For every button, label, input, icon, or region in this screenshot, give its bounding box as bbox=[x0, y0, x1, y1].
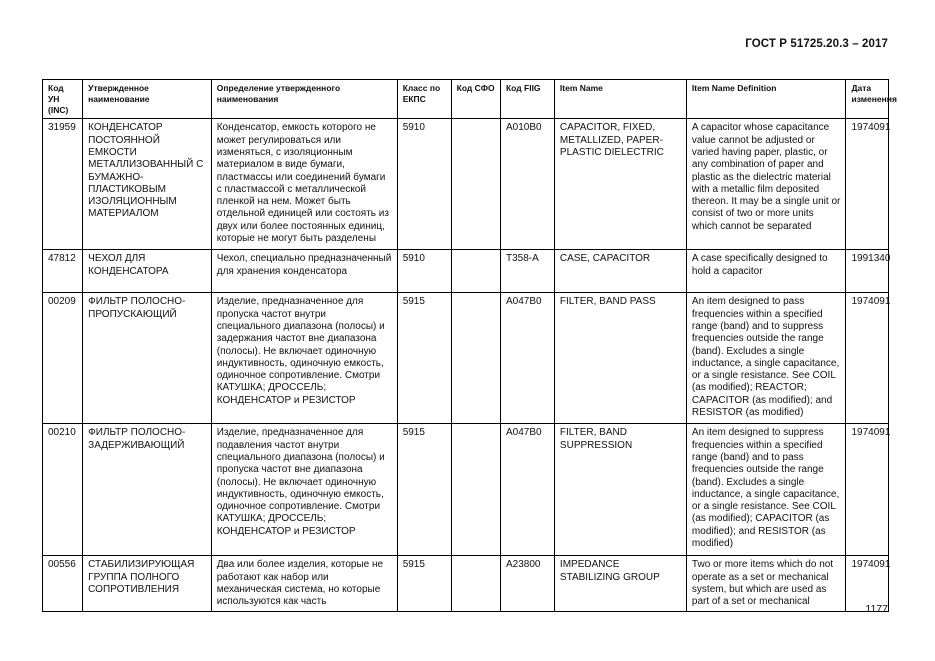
classifier-table-wrapper bbox=[42, 79, 897, 612]
cell-item-name: CASE, CAPACITOR bbox=[554, 250, 686, 293]
cell-code: 31959 bbox=[43, 119, 83, 250]
cell-approved-name: СТАБИЛИЗИРУЮЩАЯ ГРУППА ПОЛНОГО СОПРОТИВЛЕНИЯ bbox=[83, 556, 212, 611]
cell-definition: Конденсатор, емкость которого не может регулироваться или изменяться, с изоляционным материалом в виде бумаги, пластмассы или соединений бумаги с пластмассой с металлической пленкой на нем. Может быть отдельной единицей или состоять из двух или более постоянных единиц, которые не могут быть разделены bbox=[211, 119, 397, 250]
cell-item-definition: A case specifically designed to hold a capacitor bbox=[686, 250, 846, 293]
cell-item-definition: A capacitor whose capacitance value cannot be adjusted or varied having paper, plastic, or any combination of paper and plastic as the dielectric material with a metallic film deposited thereon. It may be a single unit or consist of two or more units which cannot be separated bbox=[686, 119, 846, 250]
cell-approved-name: ЧЕХОЛ ДЛЯ КОНДЕНСАТОРА bbox=[83, 250, 212, 293]
cell-item-name: IMPEDANCE STABILIZING GROUP bbox=[554, 556, 686, 611]
cell-item-definition: Two or more items which do not operate as a set or mechanical system, but which are used as part of a set or mechanical bbox=[686, 556, 846, 611]
classifier-table bbox=[42, 79, 897, 612]
cell-fiig: A010B0 bbox=[500, 119, 554, 250]
cell-change-date: 1991340 bbox=[846, 250, 889, 293]
cell-sfo bbox=[451, 556, 500, 611]
table-header-row bbox=[43, 80, 889, 119]
cell-sfo bbox=[451, 250, 500, 293]
cell-fiig: T358-A bbox=[500, 250, 554, 293]
column-header-code: Код УН (INC) bbox=[43, 80, 83, 119]
column-header-class: Класс по ЕКПС bbox=[397, 80, 451, 119]
cell-change-date: 1974091 bbox=[846, 424, 889, 556]
cell-change-date: 1974091 bbox=[846, 293, 889, 424]
column-header-item-definition: Item Name Definition bbox=[686, 80, 846, 119]
cell-class: 5915 bbox=[397, 293, 451, 424]
cell-class: 5910 bbox=[397, 119, 451, 250]
cell-approved-name: ФИЛЬТР ПОЛОСНО-ЗАДЕРЖИВАЮЩИЙ bbox=[83, 424, 212, 556]
cell-item-definition: An item designed to pass frequencies within a specified range (band) and to suppress frequencies outside the range (band). Excludes a single inductance, a single capacitance, or a single resistance. See COIL (as modified); REACTOR; CAPACITOR (as modified); and RESISTOR (as modified) bbox=[686, 293, 846, 424]
cell-item-name: FILTER, BAND SUPPRESSION bbox=[554, 424, 686, 556]
cell-item-definition: An item designed to suppress frequencies within a specified range (band) and to pass frequencies outside the range (band). Excludes a single inductance, a single capacitance, or a single resistance. See COIL (as modified); CAPACITOR (as modified); and RESISTOR (as modified) bbox=[686, 424, 846, 556]
column-header-change-date: Дата изменения bbox=[846, 80, 889, 119]
table-row bbox=[43, 293, 889, 424]
cell-approved-name: КОНДЕНСАТОР ПОСТОЯННОЙ ЕМКОСТИ МЕТАЛЛИЗОВАННЫЙ С БУМАЖНО-ПЛАСТИКОВЫМ ИЗОЛЯЦИОННЫМ МАТЕРИАЛОМ bbox=[83, 119, 212, 250]
cell-definition: Чехол, специально предназначенный для хранения конденсатора bbox=[211, 250, 397, 293]
cell-fiig: A047B0 bbox=[500, 424, 554, 556]
cell-class: 5910 bbox=[397, 250, 451, 293]
column-header-item-name: Item Name bbox=[554, 80, 686, 119]
table-row bbox=[43, 424, 889, 556]
cell-item-name: CAPACITOR, FIXED, METALLIZED, PAPER-PLASTIC DIELECTRIC bbox=[554, 119, 686, 250]
table-row bbox=[43, 556, 889, 611]
column-header-definition: Определение утвержденного наименования bbox=[211, 80, 397, 119]
cell-code: 47812 bbox=[43, 250, 83, 293]
page-number: 1177 bbox=[865, 603, 888, 615]
cell-fiig: A23800 bbox=[500, 556, 554, 611]
column-header-approved-name: Утвержденное наименование bbox=[83, 80, 212, 119]
cell-fiig: A047B0 bbox=[500, 293, 554, 424]
cell-definition: Изделие, предназначенное для подавления частот внутри специального диапазона (полосы) и пропуска частот вне диапазона (полосы). Не включает одиночную индуктивность, одиночную емкость, одиночное сопротивление. Смотри КАТУШКА; ДРОССЕЛЬ; КОНДЕНСАТОР и РЕЗИСТОР bbox=[211, 424, 397, 556]
cell-class: 5915 bbox=[397, 424, 451, 556]
cell-definition: Изделие, предназначенное для пропуска частот внутри специального диапазона (полосы) и задержания частот вне диапазона (полосы). Не включает одиночную индуктивность, одиночную емкость, одиночное сопротивление. Смотри КАТУШКА; ДРОССЕЛЬ; КОНДЕНСАТОР и РЕЗИСТОР bbox=[211, 293, 397, 424]
cell-change-date: 1974091 bbox=[846, 119, 889, 250]
cell-sfo bbox=[451, 119, 500, 250]
cell-code: 00209 bbox=[43, 293, 83, 424]
cell-sfo bbox=[451, 424, 500, 556]
document-header: ГОСТ Р 51725.20.3 – 2017 bbox=[745, 38, 888, 50]
cell-sfo bbox=[451, 293, 500, 424]
cell-approved-name: ФИЛЬТР ПОЛОСНО-ПРОПУСКАЮЩИЙ bbox=[83, 293, 212, 424]
cell-code: 00556 bbox=[43, 556, 83, 611]
table-row bbox=[43, 119, 889, 250]
cell-item-name: FILTER, BAND PASS bbox=[554, 293, 686, 424]
cell-code: 00210 bbox=[43, 424, 83, 556]
table-row bbox=[43, 250, 889, 293]
cell-class: 5915 bbox=[397, 556, 451, 611]
cell-definition: Два или более изделия, которые не работают как набор или механическая система, но которые используются как часть bbox=[211, 556, 397, 611]
cell-change-date: 1974091 bbox=[846, 556, 889, 611]
column-header-sfo: Код СФО bbox=[451, 80, 500, 119]
column-header-fiig: Код FIIG bbox=[500, 80, 554, 119]
